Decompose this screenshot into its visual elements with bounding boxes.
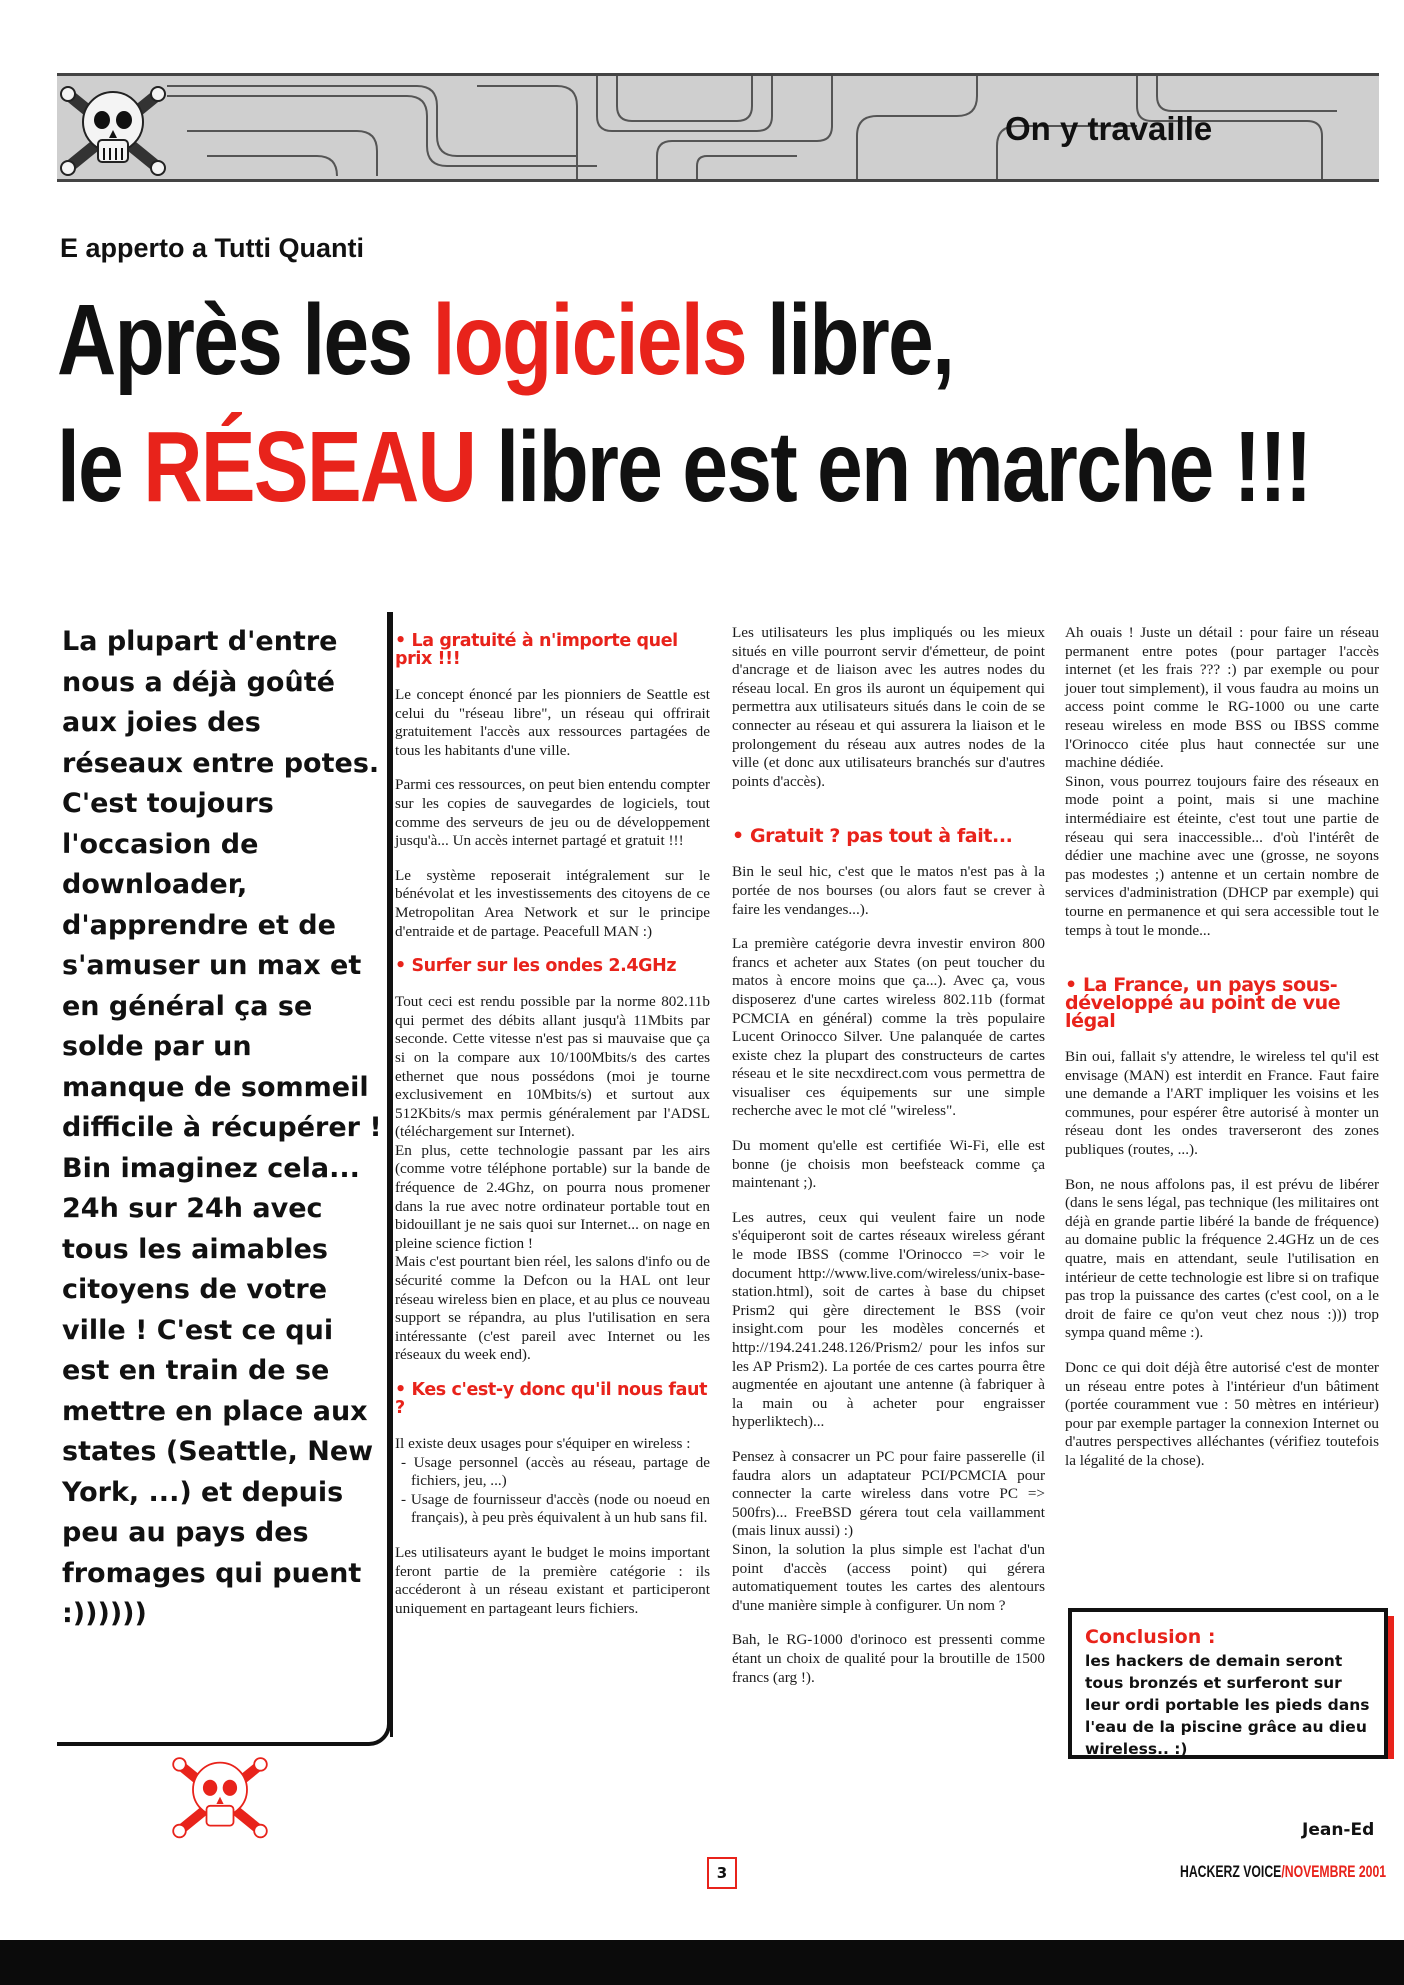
- paragraph: Du moment qu'elle est certifiée Wi-Fi, elle est bonne (je choisis mon beefsteack comme ça maintenant ;).: [732, 1137, 1045, 1192]
- paragraph: Pensez à consacrer un PC pour faire passerelle (il faudra alors un adaptateur PCI/PCMCIA pour connecter la carte wireless dans votre PC => 500frs)... FreeBSD gérera tout cela vaillamment (mais linux aussi) :): [732, 1447, 1045, 1540]
- paragraph: Le système reposerait intégralement sur le bénévolat et les investissements des citoyens de ce Metropolitan Area Network et sur le principe d'entraide et de partage. Peacefull MAN :): [395, 866, 710, 940]
- paragraph: Parmi ces ressources, on peut bien entendu compter sur les copies de sauvegardes de logiciels, tout comme des serveurs de jeu ou de développement jusqu'à... Un accès internet partagé et gratuit !!!: [395, 776, 710, 850]
- conclusion-title: Conclusion :: [1085, 1626, 1216, 1648]
- page-number: 3: [707, 1857, 737, 1889]
- skull-crossbones-icon: [170, 1750, 270, 1845]
- article-kicker: E apperto a Tutti Quanti: [60, 233, 365, 263]
- column-divider: [390, 612, 393, 1737]
- subheading: • La France, un pays sous-développé au point de vue légal: [1065, 974, 1341, 1033]
- paragraph: Sinon, vous pourrez toujours faire des réseaux en mode point a point, mais si une machine intermédiaire est éteinte, c'est tout une partie de réseau qui sera inaccessible... d'où l'intérêt de dédier une machine avec une (grosse, ne soyons pas modestes ;) antenne et un certain nombre de services d'administration (DHCP par exemple) qui tourne en permanence et qui sera accessible tout le temps à tout le monde...: [1065, 772, 1379, 939]
- paragraph: Les utilisateurs les plus impliqués ou les mieux situés en ville pourront servir d'émetteur, de point d'ancrage et de liaison avec les autres nodes du réseau local. En gros ils auront un équipement qui permettra aux utilisateurs situés dans le coin de se connecter au réseau et qui assurera la liaison et le prolongement du réseau aux autres nodes de la ville (et donc aux utilisateurs branchés sur d'autres points d'accès).: [732, 624, 1045, 790]
- subheading: • Kes c'est-y donc qu'il nous faut ?: [395, 1380, 708, 1418]
- paragraph: Bin le seul hic, c'est que le matos n'est pas à la portée de nos bourses (ou alors faut se crever à faire les vendanges...).: [732, 863, 1045, 918]
- issue-date: /NOVEMBRE 2001: [1281, 1862, 1387, 1881]
- usage-list: [395, 1454, 710, 1528]
- list-item: - Usage de fournisseur d'accès (node ou noeud en français), à peu près équivalent à un hub sans fil.: [401, 1490, 710, 1527]
- subheading: • La gratuité à n'importe quel prix !!!: [395, 631, 678, 669]
- magazine-name: HACKERZ VOICE: [1180, 1862, 1282, 1881]
- paragraph: Donc ce qui doit déjà être autorisé c'est de monter un réseau entre potes à l'intérieur d'un bâtiment (portée couramment vue : 50 mètres en intérieur) pour par exemple partager la connexion Internet ou d'autres perspectives alléchantes (vérifiez toutefois la légalité de la chose).: [1065, 1359, 1379, 1469]
- article-column-1: [395, 630, 710, 1634]
- list-item: - Usage personnel (accès au réseau, partage de fichiers, jeu, ...): [401, 1453, 710, 1490]
- paragraph: Sinon, la solution la plus simple est l'achat d'un point d'accès (access point) qui gérera automatiquement toutes les cartes des alentours d'une manière simple à configurer. Un nom ?: [732, 1540, 1045, 1614]
- headline-line-1: Après les logiciels libre,: [57, 284, 954, 396]
- paragraph: Les autres, ceux qui veulent faire un node s'équiperont soit de cartes réseaux wireless gérant le mode IBSS (comme l'Orinocco => voir le document http://www.live.com/wireless/unix-base-station.html), soit de cartes à base du chipset Prism2 qui gère directement le BSS (voir insight.com pour les modèles concernés et http://194.241.248.126/Prism2/ pour les infos sur les AP Prism2). La portée de ces cartes pourra être augmentée en ajoutant une antenne (à fabriquer à la main ou à acheter pour engraisser hyperliktech)...: [732, 1208, 1045, 1431]
- subheading: • Gratuit ? pas tout à fait...: [732, 825, 1013, 848]
- headline-line-2: le RÉSEAU libre est en marche !!!: [57, 411, 1311, 523]
- paragraph: Mais c'est pourtant bien réel, les salons d'info ou de sécurité comme la Defcon ou la HAL ont leur réseau wireless bien en place, et au plus ce nouveau support se répandra, au plus l'utilisation en sera intéressante (c'est pareil avec Internet ou les réseaux du week end).: [395, 1253, 710, 1364]
- paragraph: Bah, le RG-1000 d'orinoco est pressenti comme étant un choix de qualité pour la broutille de 1500 francs (arg !).: [732, 1631, 1045, 1686]
- scan-edge: [0, 1940, 1404, 1985]
- skull-crossbones-icon: [58, 78, 168, 183]
- article-column-2: [732, 624, 1045, 1703]
- paragraph: Bin oui, fallait s'y attendre, le wireless tel qu'il est envisage (MAN) est interdit en France. Faut faire une demande a l'ART impliquer les voisins et les communes, pour espérer être autorisé à monter un réseau dont les ondes traverseront des zones publiques (routes, ...).: [1065, 1048, 1379, 1159]
- conclusion-text: les hackers de demain seront tous bronzés et surferont sur leur ordi portable les pieds dans l'eau de la piscine grâce au dieu wireless.. :): [1085, 1652, 1370, 1758]
- paragraph: Bon, ne nous affolons pas, il est prévu de libérer (dans le sens légal, pas technique (les militaires ont déjà en grande partie libéré la bande de fréquence) au domaine public la fréquence 2.4GHz un de ces quatre, mais en attendant, seule l'utilisation en intérieur de cette technologie est libre si on trafique pas trop la puissance des cartes (c'est cool, on a le droit de faire ce qu'on veut chez nous :))) trop sympa quand même :).: [1065, 1175, 1379, 1342]
- section-title: On y travaille: [1005, 110, 1213, 147]
- paragraph: Tout ceci est rendu possible par la norme 802.11b qui permet des débits allant jusqu'à 11Mbits par seconde. Cette vitesse n'est pas si mauvaise que ça si on la compare aux 10/100Mbits/s des cartes ethernet que nous possédons (moi je tourne exclusivement en 10Mbits/s) et surtout aux 512Kbits/s max permis généralement par l'ADSL (téléchargement sur Internet).: [395, 993, 710, 1141]
- paragraph: Les utilisateurs ayant le budget le moins important feront partie de la première catégorie : ils accéderont à un réseau existant et participeront uniquement en partageant leurs fichiers.: [395, 1543, 710, 1617]
- paragraph: Il existe deux usages pour s'équiper en wireless :: [395, 1435, 691, 1452]
- author-signature: Jean-Ed: [1302, 1820, 1375, 1840]
- subheading: • Surfer sur les ondes 2.4GHz: [395, 956, 677, 977]
- magazine-footer: [1180, 1862, 1386, 1882]
- article-column-3: [1065, 624, 1379, 1487]
- paragraph: En plus, cette technologie passant par les airs (comme votre téléphone portable) sur la bande de fréquence de 2.4Ghz, on pourra nous promener dans la rue avec notre ordinateur portable tout en bidouillant je ne sais quoi sur Internet... on nage en pleine science fiction !: [395, 1141, 710, 1252]
- paragraph: Ah ouais ! Juste un détail : pour faire un réseau permanent entre potes (pour partager l'accès internet (et les frais ??? :) par exemple ou pour jouer tout simplement), il vous faudra au moins un access point comme le RG-1000 ou une carte reseau wireless en mode BSS ou IBSS comme l'Orinocco citée plus haut connectée sur une machine dédiée.: [1065, 624, 1379, 772]
- paragraph: Le concept énoncé par les pionniers de Seattle est celui du "réseau libre", un réseau qui offrirait gratuitement l'accès aux ressources partagées de tous les habitants d'une ville.: [395, 686, 710, 759]
- paragraph: La première catégorie devra investir environ 800 francs et acheter aux States (on peut toucher du matos à encore moins que ça...). Avec ça, vous disposerez d'une cartes wireless 802.11b (format PCMCIA en général) comme la très populaire Lucent Orinocco Silver. Une palanquée de cartes existe chez la plupart des constructeurs de cartes réseau et le site necxdirect.com vous permettra de visualiser ces équipements sur une simple recherche avec le mot clé "wireless".: [732, 935, 1045, 1120]
- article-intro: La plupart d'entre nous a déjà goûté aux joies des réseaux entre potes. C'est toujours l'occasion de downloader, d'apprendre et de s'amuser un max et en général ça se solde par un manque de sommeil difficile à récupérer ! Bin imaginez cela... 24h sur 24h avec tous les aimables citoyens de votre ville ! C'est ce qui est en train de se mettre en place aux states (Seattle, New York, ...) et depuis peu au pays des fromages qui puent :)))))): [62, 626, 382, 1629]
